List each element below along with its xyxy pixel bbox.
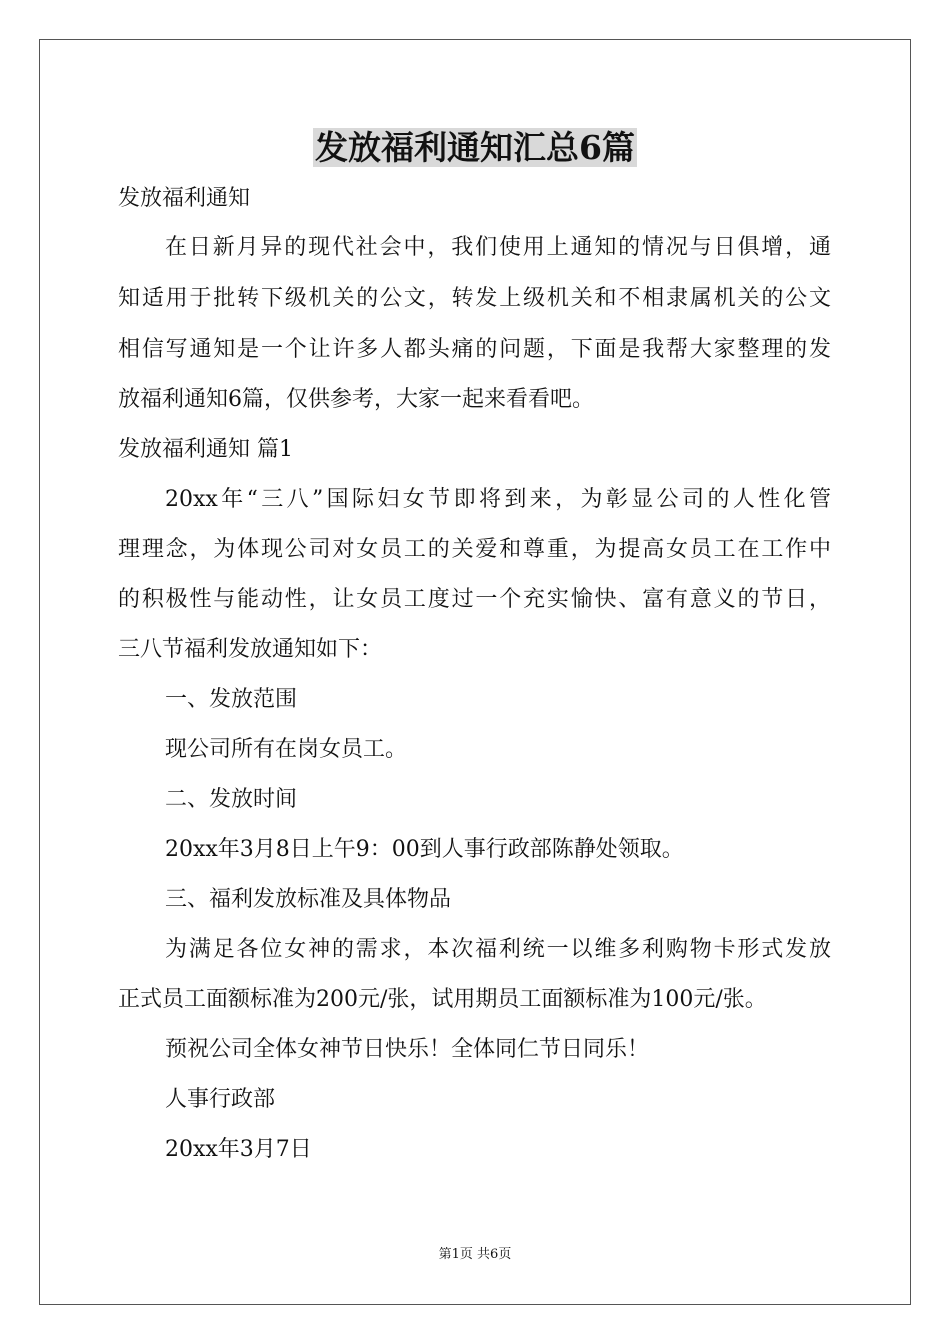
page-border — [39, 39, 911, 1305]
item-scope-text: 现公司所有在岗女员工。 — [165, 737, 408, 762]
body-line-2: 理理念，为体现公司对女员工的关爱和尊重，为提高女员工在工作中 — [118, 537, 831, 562]
item-heading-scope: 一、发放范围 — [165, 687, 298, 712]
intro-line-3: 相信写通知是一个让许多人都头痛的问题，下面是我帮大家整理的发 — [118, 337, 831, 362]
page-footer: 第1页 共6页 — [438, 1247, 512, 1262]
intro-line-2: 知适用于批转下级机关的公文，转发上级机关和不相隶属机关的公文 — [118, 286, 831, 311]
signature-department: 人事行政部 — [165, 1087, 276, 1112]
body-line-3: 的积极性与能动性，让女员工度过一个充实愉快、富有意义的节日， — [118, 587, 831, 612]
intro-line-1: 在日新月异的现代社会中，我们使用上通知的情况与日俱增，通 — [165, 235, 831, 260]
item-standard-line-2: 正式员工面额标准为200元/张，试用期员工面额标准为100元/张。 — [118, 987, 767, 1012]
section-heading: 发放福利通知 篇1 — [118, 437, 293, 462]
intro-line-4: 放福利通知6篇，仅供参考，大家一起来看看吧。 — [118, 387, 594, 412]
item-standard-line-1: 为满足各位女神的需求，本次福利统一以维多利购物卡形式发放 — [165, 937, 831, 962]
body-line-4: 三八节福利发放通知如下： — [118, 637, 383, 662]
document-title: 发放福利通知汇总6篇 — [315, 128, 635, 167]
item-time-text: 20xx年3月8日上午9：00到人事行政部陈静处领取。 — [165, 837, 684, 862]
item-heading-standard: 三、福利发放标准及具体物品 — [165, 887, 452, 912]
closing-greeting: 预祝公司全体女神节日快乐！全体同仁节日同乐！ — [165, 1037, 650, 1062]
subtitle: 发放福利通知 — [118, 186, 251, 211]
item-heading-time: 二、发放时间 — [165, 787, 298, 812]
signature-date: 20xx年3月7日 — [165, 1137, 312, 1162]
body-line-1: 20xx年“三八”国际妇女节即将到来，为彰显公司的人性化管 — [165, 487, 831, 512]
